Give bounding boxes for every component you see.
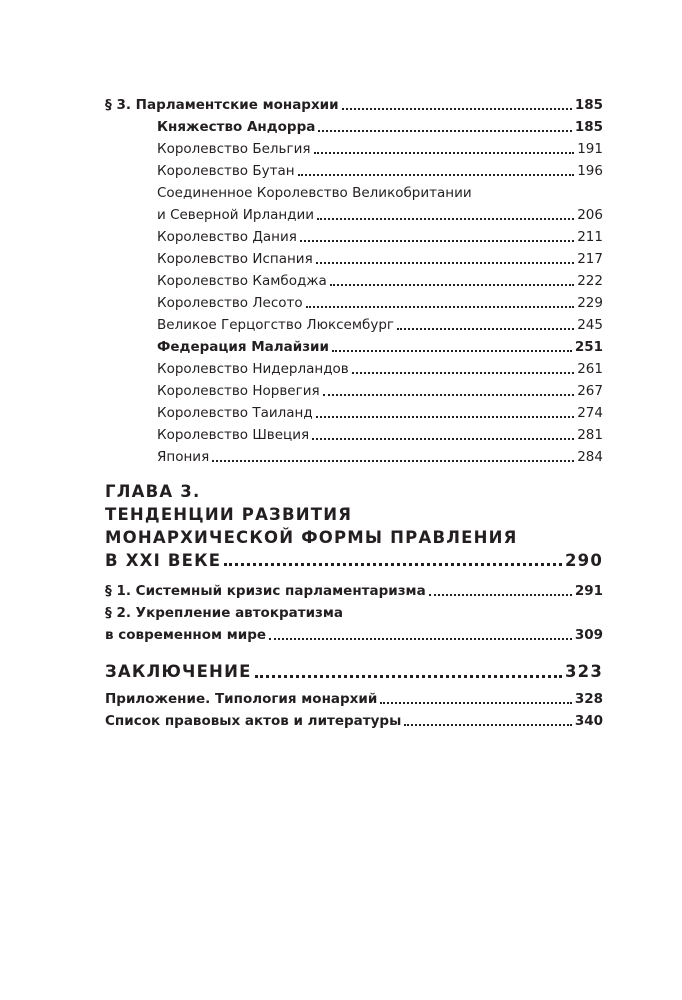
- entry-page: 211: [577, 229, 603, 245]
- dot-leader: [323, 394, 575, 396]
- entry-title: § 3. Парламентские монархии: [105, 97, 339, 113]
- entry-title: Королевство Бутан: [157, 163, 295, 179]
- entry-page: 185: [574, 119, 603, 135]
- dot-leader: [332, 350, 572, 352]
- toc-entry-conclusion[interactable]: [105, 660, 603, 684]
- dot-leader: [300, 240, 574, 242]
- dot-leader: [312, 438, 574, 440]
- dot-leader: [404, 724, 572, 726]
- entry-title-line1: § 2. Укрепление автократизма: [105, 605, 344, 621]
- dot-leader: [255, 675, 562, 678]
- entry-title: и Северной Ирландии: [157, 207, 315, 223]
- toc-entry-country[interactable]: [105, 204, 603, 226]
- entry-page: 309: [574, 627, 603, 643]
- toc-entry-appendix[interactable]: [105, 688, 603, 710]
- toc-entry-country[interactable]: [105, 138, 603, 160]
- entry-title: Королевство Норвегия: [157, 383, 320, 399]
- dot-leader: [330, 284, 574, 286]
- dot-leader: [306, 306, 575, 308]
- entry-page: 206: [577, 207, 603, 223]
- toc-entry-country[interactable]: [105, 292, 603, 314]
- entry-page: 281: [577, 427, 603, 443]
- entry-title: Япония: [157, 449, 210, 465]
- toc-entry-section-3[interactable]: [105, 94, 603, 116]
- chapter-title-line: МОНАРХИЧЕСКОЙ ФОРМЫ ПРАВЛЕНИЯ: [105, 528, 518, 547]
- dot-leader: [224, 563, 562, 566]
- entry-title: Список правовых актов и литературы: [105, 713, 402, 729]
- toc-entry-country[interactable]: [105, 380, 603, 402]
- entry-title: В XXI ВЕКЕ: [105, 551, 222, 570]
- dot-leader: [212, 460, 574, 462]
- dot-leader: [429, 594, 572, 596]
- chapter-title-last-line: [105, 549, 603, 572]
- entry-title: ЗАКЛЮЧЕНИЕ: [105, 662, 252, 681]
- dot-leader: [314, 152, 575, 154]
- entry-title: Великое Герцогство Люксембург: [157, 317, 394, 333]
- entry-page: 261: [577, 361, 603, 377]
- dot-leader: [298, 174, 575, 176]
- toc-entry-country[interactable]: [105, 446, 603, 468]
- entry-page: 291: [574, 583, 603, 599]
- entry-title: Королевство Швеция: [157, 427, 310, 443]
- entry-title: Приложение. Типология монархий: [105, 691, 378, 707]
- entry-page: 284: [577, 449, 603, 465]
- dot-leader: [316, 416, 575, 418]
- entry-title: Королевство Бельгия: [157, 141, 311, 157]
- toc-entry-country[interactable]: [105, 336, 603, 358]
- dot-leader: [317, 218, 574, 220]
- entry-page: 267: [577, 383, 603, 399]
- entry-page: 196: [577, 163, 603, 179]
- dot-leader: [316, 262, 575, 264]
- entry-page: 222: [577, 273, 603, 289]
- entry-page: 185: [574, 97, 603, 113]
- toc-entry-country[interactable]: [105, 402, 603, 424]
- entry-title: Королевство Таиланд: [157, 405, 313, 421]
- entry-title-line1: Соединенное Королевство Великобритании: [157, 185, 472, 201]
- toc-entry-bibliography[interactable]: [105, 710, 603, 732]
- entry-title: Королевство Лесото: [157, 295, 303, 311]
- entry-title: Королевство Испания: [157, 251, 313, 267]
- dot-leader: [342, 108, 572, 110]
- entry-title: § 1. Системный кризис парламентаризма: [105, 583, 426, 599]
- dot-leader: [318, 130, 571, 132]
- entry-page: 229: [577, 295, 603, 311]
- entry-page: 245: [577, 317, 603, 333]
- entry-page: 191: [577, 141, 603, 157]
- toc-entry-country[interactable]: [105, 314, 603, 336]
- dot-leader: [269, 638, 572, 640]
- toc-entry-chapter-3[interactable]: [105, 480, 603, 572]
- entry-page: 274: [577, 405, 603, 421]
- entry-page: 251: [574, 339, 603, 355]
- entry-page: 340: [574, 713, 603, 729]
- entry-page: 328: [574, 691, 603, 707]
- entry-title: Королевство Камбоджа: [157, 273, 327, 289]
- toc-entry-country[interactable]: [105, 270, 603, 292]
- entry-title: в современном мире: [105, 627, 267, 643]
- entry-page: 323: [564, 662, 603, 681]
- chapter-label: ГЛАВА 3.: [105, 482, 201, 501]
- entry-title: Федерация Малайзии: [157, 339, 329, 355]
- toc-entry-country[interactable]: [105, 226, 603, 248]
- toc-entry-country[interactable]: [105, 248, 603, 270]
- toc-entry-section[interactable]: [105, 624, 603, 646]
- dot-leader: [380, 702, 572, 704]
- dot-leader: [352, 372, 574, 374]
- entry-title: Королевство Дания: [157, 229, 297, 245]
- entry-title: Королевство Нидерландов: [157, 361, 349, 377]
- toc-entry-section[interactable]: [105, 580, 603, 602]
- entry-page: 290: [564, 551, 603, 570]
- toc-entry-country[interactable]: [105, 358, 603, 380]
- dot-leader: [397, 328, 574, 330]
- entry-title: Княжество Андорра: [157, 119, 316, 135]
- chapter-title-line: ТЕНДЕНЦИИ РАЗВИТИЯ: [105, 505, 353, 524]
- toc-entry-country[interactable]: [105, 160, 603, 182]
- toc-entry-country[interactable]: [105, 424, 603, 446]
- entry-page: 217: [577, 251, 603, 267]
- toc-entry-country[interactable]: [105, 116, 603, 138]
- table-of-contents: [105, 94, 603, 732]
